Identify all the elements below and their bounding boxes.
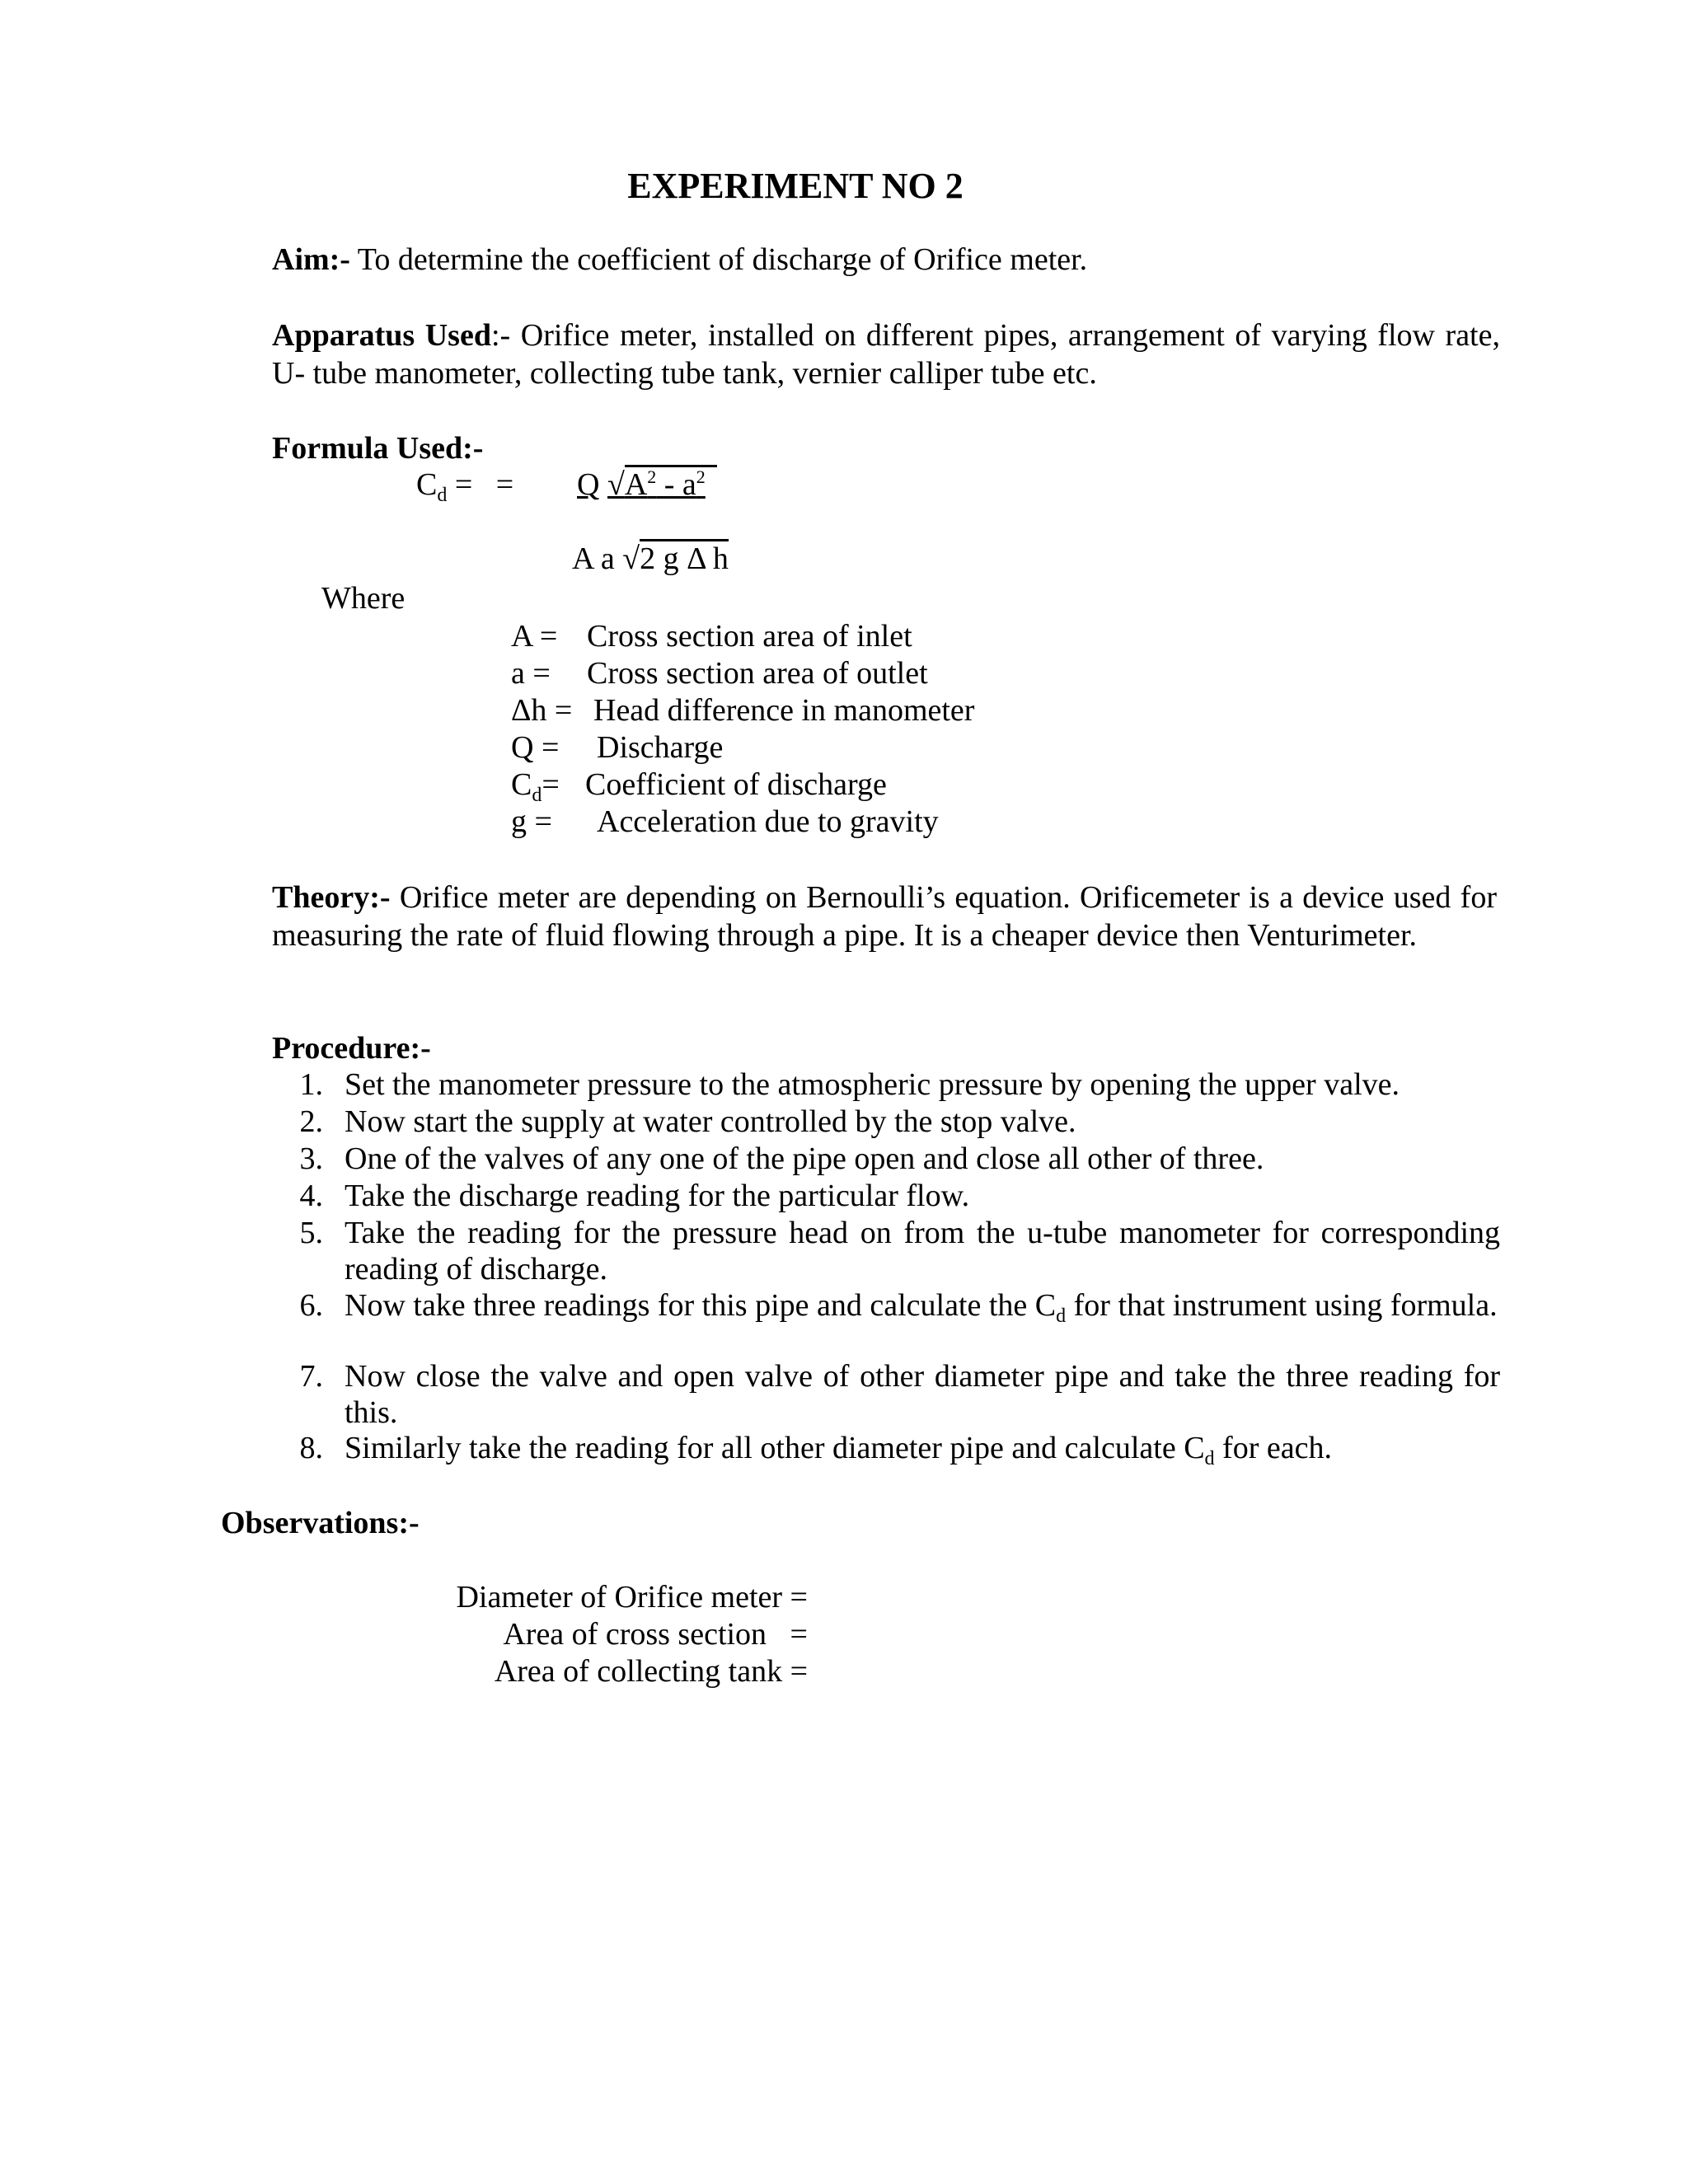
apparatus-paragraph [272,316,1500,392]
procedure-label: Procedure:- [272,1031,431,1066]
observations-label: Observations:- [221,1506,420,1540]
formula-num-q: Q [577,467,600,502]
list-item-text: Take the discharge reading for the particular flow. [345,1179,970,1213]
list-item-number: 3. [299,1141,323,1176]
list-item-number: 5. [299,1216,323,1250]
definition-symbol: A = [511,619,558,654]
list-item-number: 6. [299,1288,323,1323]
formula-denominator [572,541,729,577]
theory-text: Orifice meter are depending on Bernoulli’s equation. Orificemeter is a device used for measuring the rate of fluid flowing through a pipe. It is a cheaper device then Venturimeter. [272,880,1497,953]
page-title: EXPERIMENT NO 2 [627,166,964,206]
formula-lhs-c: C [416,467,438,502]
list-item-text-a: Now take three readings for this pipe and calculate the C [345,1288,1057,1323]
where-label: Where [321,581,406,616]
formula-den-root: √ [622,541,640,576]
formula-num-exp1: 2 [647,466,657,487]
aim-label: Aim:- [272,242,350,277]
formula-den-radicand: 2 g Δ h [640,539,729,576]
definition-text: Cross section area of inlet [587,619,912,654]
formula-num-minus-a: - a [656,467,696,502]
aim-paragraph [272,241,1500,279]
list-item-text-a: Similarly take the reading for all other diameter pipe and calculate C [345,1431,1205,1465]
theory-paragraph [272,879,1497,954]
list-item-number: 2. [299,1104,323,1139]
apparatus-label: Apparatus Used [272,318,491,353]
list-item-text-sub: d [1056,1305,1067,1327]
definition-symbol: Q = [511,730,560,765]
definition-text: Head difference in manometer [593,693,975,728]
list-item-number: 7. [299,1359,323,1394]
definition-text: Discharge [597,730,724,765]
definition-text: Coefficient of discharge [585,767,887,802]
formula-numerator [577,466,717,503]
list-item-text: One of the valves of any one of the pipe open and close all other of three. [345,1141,1264,1176]
observation-row: Diameter of Orifice meter = [456,1580,808,1615]
definition-symbol-sub: d [532,785,542,806]
formula-num-exp2: 2 [696,466,706,487]
definition-row [511,692,974,729]
definition-row [511,804,939,840]
definition-text: Cross section area of outlet [587,656,928,691]
apparatus-text: :- Orifice meter, installed on different pipes, arrangement of varying flow rate, U- tube manometer, collecting tube tank, vernier calliper tube etc. [272,318,1500,391]
definition-symbol: Δh = [511,693,573,728]
list-item-number: 1. [299,1067,323,1102]
formula-lhs-eq: = = [447,467,514,502]
formula-label: Formula Used:- [272,431,484,466]
formula-num-radicand [625,465,717,502]
definition-row [511,729,723,766]
list-item-number: 8. [299,1431,323,1465]
list-item-text: Take the reading for the pressure head on from the u-tube manometer for corresponding reading of discharge. [345,1216,1500,1286]
definition-symbol-c: C [511,767,532,802]
definition-symbol-eq: = [542,767,560,802]
formula-den-aa: A a [572,541,615,576]
definition-symbol: a = [511,656,551,691]
formula-lhs-sub: d [437,485,448,506]
list-item-text: Now close the valve and open valve of other diameter pipe and take the three reading for this. [345,1359,1500,1430]
definition-row [511,618,912,654]
formula-lhs [416,466,514,506]
definition-symbol: g = [511,804,552,839]
aim-text: To determine the coefficient of discharge of Orifice meter. [349,242,1088,277]
observation-row: Area of cross section = [503,1617,808,1652]
list-item-text [345,1430,1500,1470]
definition-text: Acceleration due to gravity [597,804,939,839]
definition-row [511,655,928,691]
list-item-text-b: for that instrument using formula. [1066,1288,1498,1323]
list-item-text-sub: d [1204,1448,1215,1469]
list-item-text: Now start the supply at water controlled by the stop valve. [345,1104,1076,1139]
definition-symbol [511,766,585,806]
observation-row: Area of collecting tank = [494,1654,808,1689]
definition-row [511,766,887,806]
list-item-text-b: for each. [1214,1431,1332,1465]
list-item-number: 4. [299,1179,323,1213]
list-item-text [345,1287,1500,1328]
theory-label: Theory:- [272,880,391,915]
formula-num-root: √ [607,467,625,502]
list-item-text: Set the manometer pressure to the atmospheric pressure by opening the upper valve. [345,1067,1400,1102]
formula-num-a-cap: A [624,467,648,502]
